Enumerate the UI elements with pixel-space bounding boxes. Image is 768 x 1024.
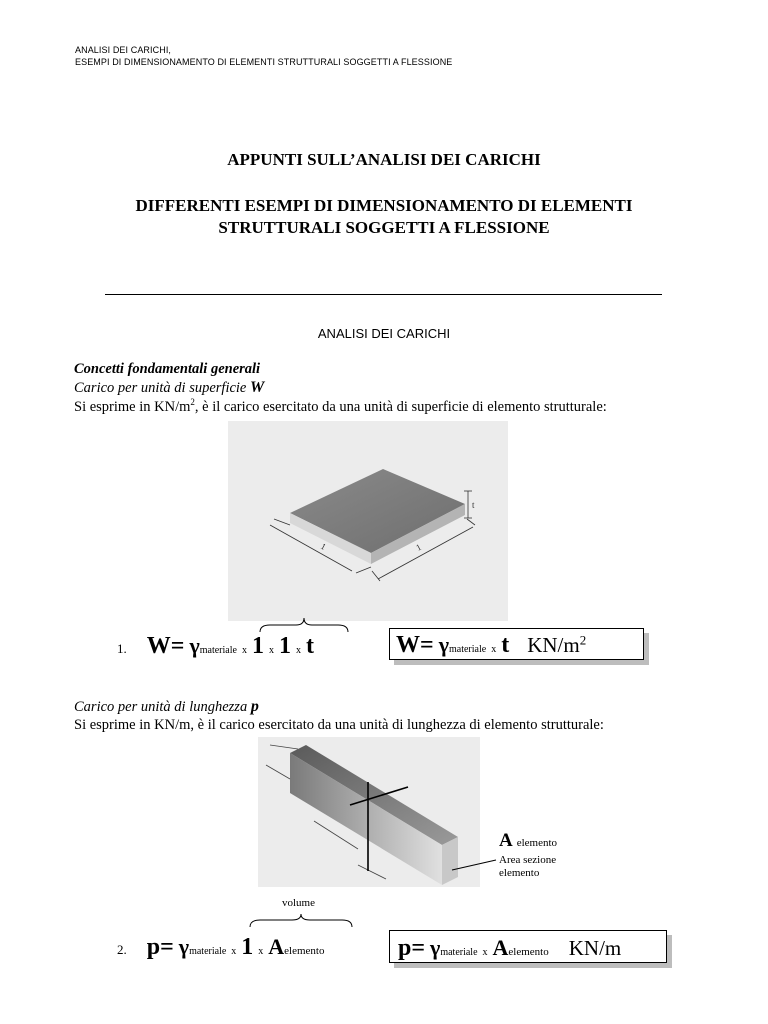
formula-1-lhs: W= bbox=[146, 633, 185, 659]
slab-top-face bbox=[290, 469, 465, 553]
slab-figure bbox=[228, 421, 508, 621]
formula-1-boxed bbox=[389, 628, 644, 660]
p-heading-label: Carico per unità di lunghezza bbox=[74, 699, 248, 715]
formula-2-one: 1 bbox=[241, 934, 254, 960]
formula-1 bbox=[117, 634, 314, 663]
area-label-sub: elemento bbox=[516, 837, 558, 849]
formula-2-boxed-lhs: p= bbox=[398, 935, 426, 961]
formula-2-boxed-a: A bbox=[492, 935, 509, 960]
formula-1-boxed-sub: materiale bbox=[448, 644, 487, 655]
document-subtitle-line-1: DIFFERENTI ESEMPI DI DIMENSIONAMENTO DI ELEMENTI bbox=[135, 196, 633, 215]
formula-1-times-1: x bbox=[241, 645, 247, 656]
area-caption-1: Area sezione bbox=[499, 854, 557, 866]
p-symbol: p bbox=[250, 698, 259, 715]
volume-label: volume bbox=[282, 897, 315, 909]
p-heading bbox=[74, 698, 259, 716]
slab-illustration bbox=[228, 421, 508, 621]
w-heading bbox=[74, 379, 264, 397]
formula-1-number: 1. bbox=[117, 641, 127, 656]
formula-1-boxed-unit-sup: 2 bbox=[579, 632, 587, 648]
formula-2-boxed-unit: KN/m bbox=[568, 936, 622, 960]
w-symbol: W bbox=[250, 379, 265, 396]
formula-2-boxed-gamma: γ bbox=[430, 935, 441, 960]
formula-1-boxed-gamma: γ bbox=[438, 632, 449, 657]
slab-dim-label-1: 1 bbox=[319, 540, 328, 552]
formula-1-one-b: 1 bbox=[278, 633, 291, 659]
formula-1-sub: materiale bbox=[199, 645, 237, 656]
w-description-b: , è il carico esercitato da una unità di superficie di elemento strutturale: bbox=[194, 399, 607, 415]
area-label bbox=[499, 830, 558, 880]
slab-dim-label-2: 1 bbox=[414, 541, 423, 553]
formula-1-boxed-t: t bbox=[501, 632, 510, 658]
formula-2-number: 2. bbox=[117, 942, 127, 957]
formula-2-boxed-a-sub: elemento bbox=[508, 946, 549, 958]
formula-1-boxed-times: x bbox=[491, 644, 497, 655]
formula-2-lhs: p= bbox=[146, 934, 174, 960]
formula-2-boxed-sub: materiale bbox=[440, 947, 478, 958]
slab-dim-label-t: t bbox=[472, 500, 475, 510]
area-caption-2: elemento bbox=[499, 867, 540, 879]
p-description: Si esprime in KN/m, è il carico esercitato da una unità di lunghezza di elemento strutturale: bbox=[74, 717, 604, 733]
formula-1-boxed-lhs: W= bbox=[396, 632, 434, 658]
formula-1-brace bbox=[258, 616, 350, 634]
formula-1-boxed-unit: KN/m bbox=[527, 633, 580, 657]
formula-1-times-3: x bbox=[295, 645, 301, 656]
formula-2 bbox=[117, 935, 325, 964]
header-line-1: ANALISI DEI CARICHI, bbox=[75, 45, 172, 55]
w-description-a: Si esprime in KN/m bbox=[74, 399, 191, 415]
formula-2-boxed bbox=[389, 930, 667, 963]
w-description-sup: 2 bbox=[190, 397, 195, 408]
formula-2-sub: materiale bbox=[189, 946, 227, 957]
document-subtitle-line-2: STRUTTURALI SOGGETTI A FLESSIONE bbox=[218, 218, 550, 237]
formula-2-boxed-times: x bbox=[482, 947, 488, 958]
beam-figure bbox=[258, 737, 480, 887]
area-leader-line bbox=[450, 856, 500, 874]
formula-1-one-a: 1 bbox=[251, 633, 264, 659]
concepts-heading: Concetti fondamentali generali bbox=[74, 361, 261, 377]
formula-2-times-1: x bbox=[231, 946, 237, 957]
running-header bbox=[75, 44, 452, 68]
horizontal-rule bbox=[105, 294, 662, 295]
formula-2-times-2: x bbox=[258, 946, 264, 957]
beam-illustration bbox=[258, 737, 480, 887]
area-label-symbol: A bbox=[499, 830, 513, 851]
document-title: APPUNTI SULL’ANALISI DEI CARICHI bbox=[227, 150, 541, 169]
w-heading-label: Carico per unità di superficie bbox=[74, 380, 247, 396]
formula-2-brace bbox=[248, 912, 354, 928]
section-title: ANALISI DEI CARICHI bbox=[317, 326, 451, 341]
formula-2-gamma: γ bbox=[178, 934, 190, 959]
w-description bbox=[74, 398, 607, 416]
header-line-2: ESEMPI DI DIMENSIONAMENTO DI ELEMENTI STRUTTURALI SOGGETTI A FLESSIONE bbox=[75, 57, 453, 67]
formula-2-a: A bbox=[268, 934, 285, 959]
formula-1-gamma: γ bbox=[189, 633, 200, 658]
formula-1-t: t bbox=[305, 633, 314, 659]
formula-2-a-sub: elemento bbox=[284, 945, 325, 957]
formula-1-times-2: x bbox=[268, 645, 274, 656]
